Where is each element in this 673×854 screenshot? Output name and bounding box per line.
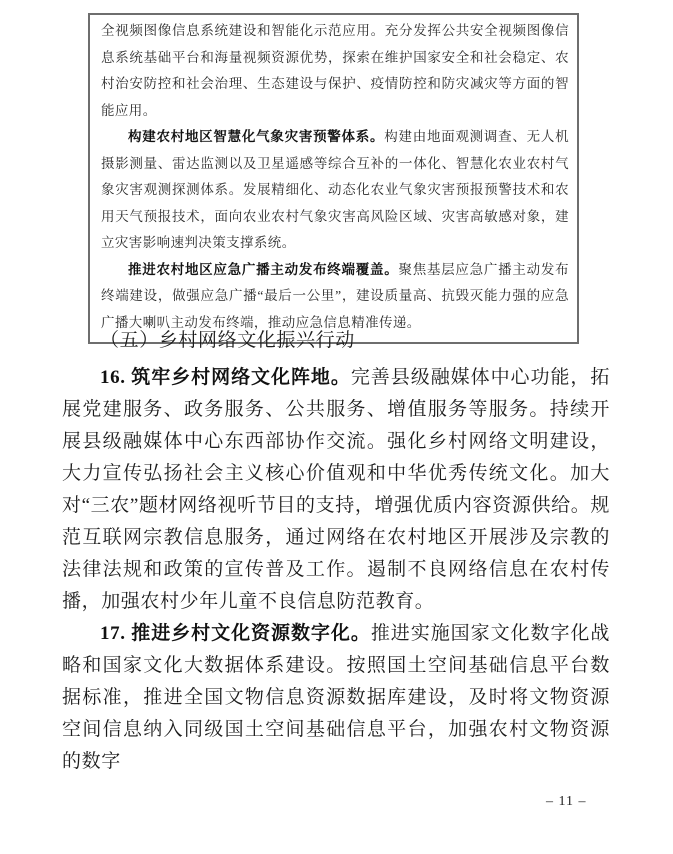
paragraph-text: 完善县级融媒体中心功能，拓展党建服务、政务服务、公共服务、增值服务等服务。持续开展县级融媒体中心东西部协作交流。强化乡村网络文明建设，大力宣传弘扬社会主义核心价值观和中华优秀传统文化。加大对“三农”题材网络视听节目的支持，增强优质内容资源供给。规范互联网宗教信息服务，通过网络在农村地区开展涉及宗教的法律法规和政策的宣传普及工作。遏制不良网络信息在农村传播，加强农村少年儿童不良信息防范教育。 xyxy=(62,367,610,612)
box-paragraph xyxy=(101,124,569,257)
box-paragraph-lead: 推进农村地区应急广播主动发布终端覆盖。 xyxy=(128,261,399,277)
box-paragraph-text: 全视频图像信息系统建设和智能化示范应用。充分发挥公共安全视频图像信息系统基础平台和海量视频资源优势，探索在维护国家安全和社会稳定、农村治安防控和社会治理、生态建设与保护、疫情防控和防灾减灾等方面的智能应用。 xyxy=(101,23,569,118)
box-paragraph-text: 聚焦基层应急广播主动发布终端建设，做强应急广播“最后一公里”，建设质量高、抗毁灭能力强的应急广播大喇叭主动发布终端，推动应急信息精准传递。 xyxy=(101,261,569,330)
body-paragraph-16 xyxy=(62,362,610,618)
paragraph-lead: 17. 推进乡村文化资源数字化。 xyxy=(100,623,371,644)
paragraph-text: 推进实施国家文化数字化战略和国家文化大数据体系建设。按照国土空间基础信息平台数据标准，推进全国文物信息资源数据库建设，及时将文物资源空间信息纳入同级国土空间基础信息平台，加强农村文物资源的数字 xyxy=(62,623,610,772)
paragraph-lead: 16. 筑牢乡村网络文化阵地。 xyxy=(100,367,351,388)
main-text-column xyxy=(62,313,610,778)
section-heading: （五）乡村网络文化振兴行动 xyxy=(100,330,355,351)
box-paragraph xyxy=(101,18,569,124)
page-number: – 11 – xyxy=(546,794,587,809)
box-paragraph-lead: 构建农村地区智慧化气象灾害预警体系。 xyxy=(128,129,385,144)
box-paragraph-text: 构建由地面观测调查、无人机摄影测量、雷达监测以及卫星遥感等综合互补的一体化、智慧化农业农村气象灾害观测探测体系。发展精细化、动态化农业气象灾害预报预警技术和农用天气预报技术，面向农业农村气象灾害高风险区域、灾害高敏感对象，建立灾害影响速判决策支撑系统。 xyxy=(101,129,570,250)
body-paragraph-17 xyxy=(62,618,610,778)
boxed-notice xyxy=(88,13,579,344)
